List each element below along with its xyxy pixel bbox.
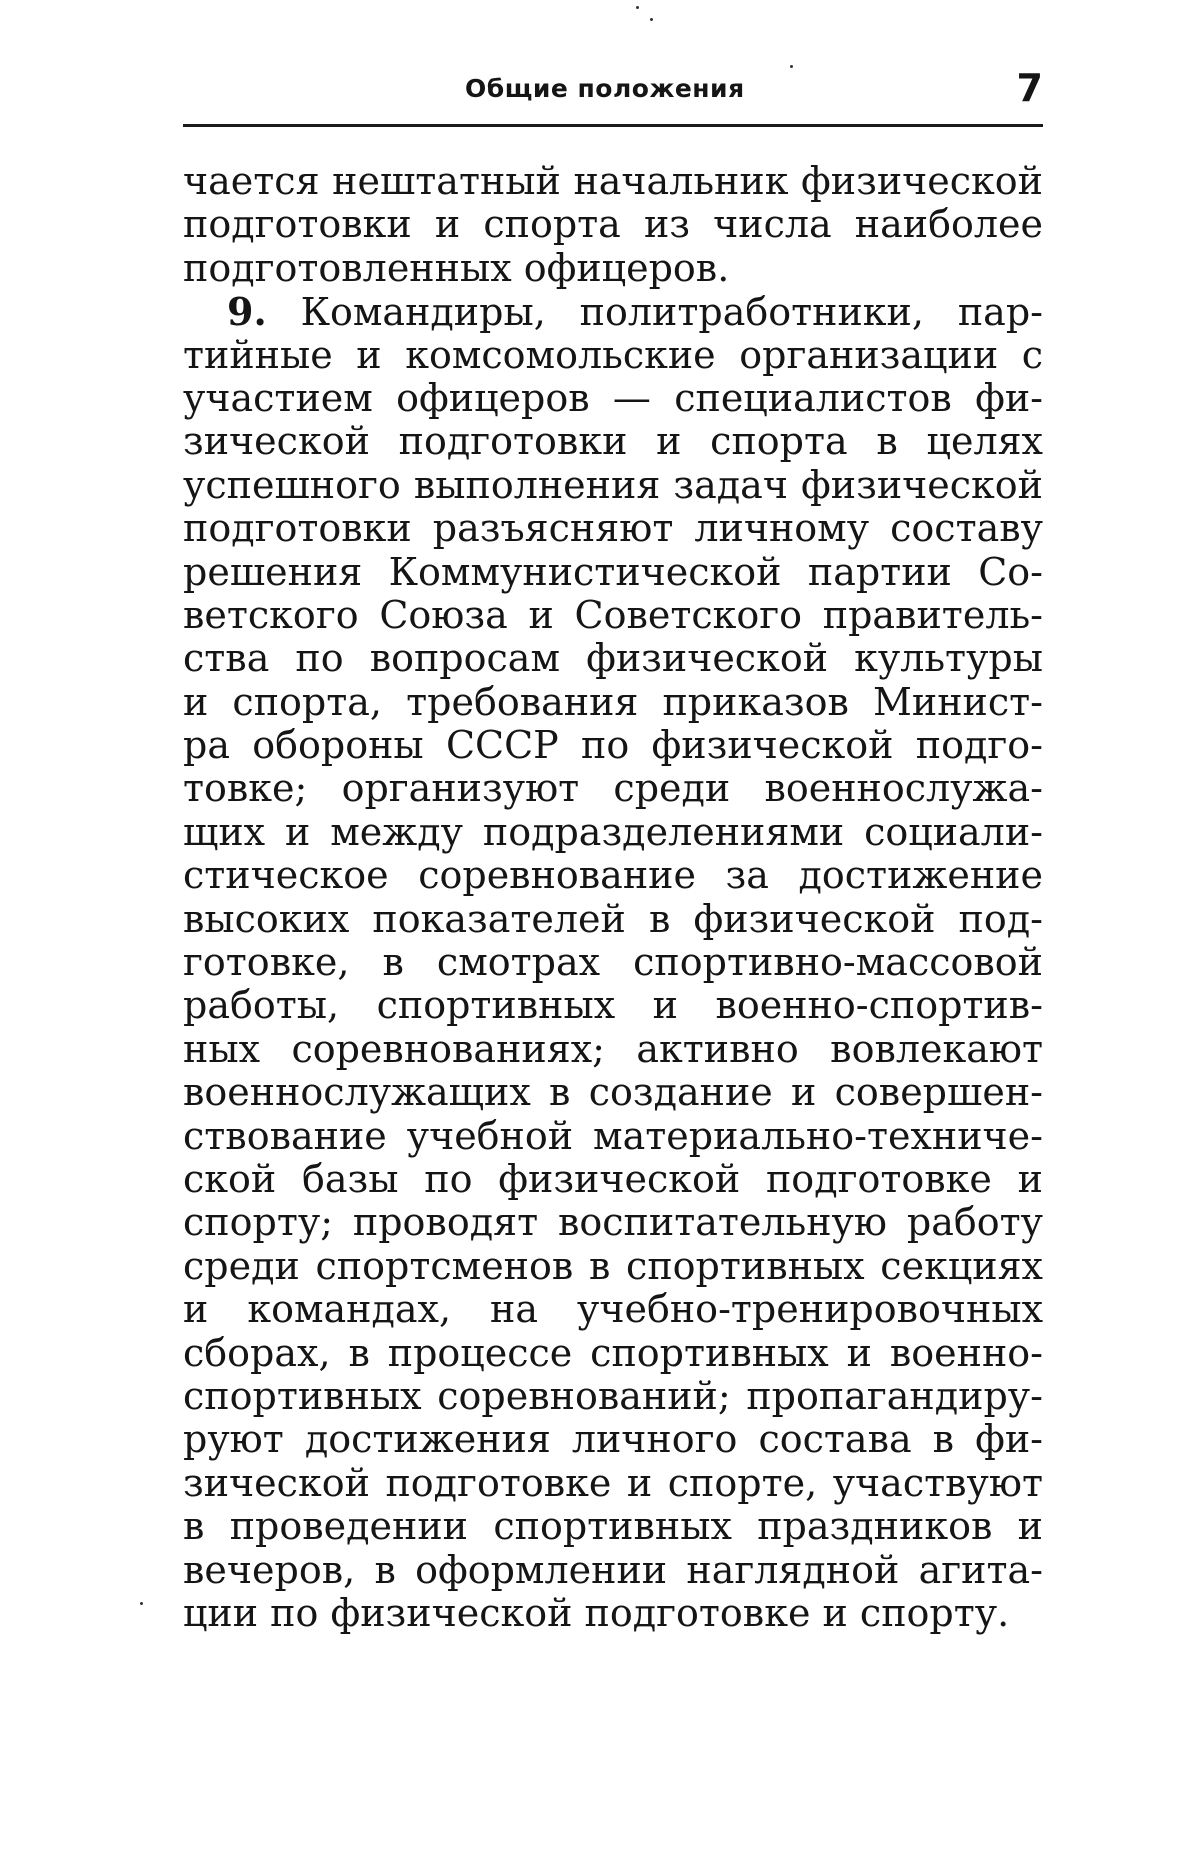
paragraph-first-line — [183, 290, 1043, 333]
text-line: ра обороны СССР по физической подго- — [183, 724, 1043, 768]
text-line: сборах, в процессе спортивных и военно- — [183, 1331, 1043, 1375]
text-line: щих и между подразделениями социали- — [183, 810, 1043, 854]
text-line: ных соревнованиях; активно вовлекают — [183, 1027, 1043, 1071]
text-line: и командах, на учебно-тренировочных — [183, 1288, 1043, 1332]
text-line: чается нештатный начальник физической — [183, 160, 1043, 203]
text-line: зической подготовке и спорте, участвуют — [183, 1461, 1043, 1505]
scan-speck — [636, 6, 639, 9]
text-line: готовке, в смотрах спортивно-массовой — [183, 941, 1043, 985]
scan-speck — [650, 18, 653, 21]
text-line: ской базы по физической подготовке и — [183, 1157, 1043, 1201]
text-line: руют достижения личного состава в фи- — [183, 1418, 1043, 1462]
text-line: подготовленных офицеров. — [183, 246, 730, 290]
scan-speck — [790, 65, 793, 68]
text-line: работы, спортивных и военно-спортив- — [183, 984, 1043, 1028]
text-line: среди спортсменов в спортивных секциях — [183, 1244, 1043, 1288]
page-number: 7 — [1016, 66, 1043, 110]
text-line: решения Коммунистической партии Со- — [183, 550, 1043, 594]
scan-speck — [140, 1602, 143, 1605]
running-header — [183, 66, 1043, 127]
running-title: Общие положения — [465, 74, 745, 103]
text-line: подготовки и спорта из числа наиболее — [183, 203, 1043, 247]
body-text — [183, 160, 1043, 1635]
text-line: ствование учебной материально-техниче- — [183, 1114, 1043, 1158]
text-line: ветского Союза и Советского правитель- — [183, 593, 1043, 637]
text-line: тийные и комсомольские организации с — [183, 333, 1043, 377]
text-line: ции по физической подготовке и спорту. — [183, 1591, 1010, 1635]
text-line: Командиры, политработники, пар- — [300, 290, 1043, 334]
text-line: вечеров, в оформлении наглядной агита- — [183, 1548, 1043, 1592]
text-line: в проведении спортивных праздников и — [183, 1505, 1043, 1549]
text-line: подготовки разъясняют личному составу — [183, 507, 1043, 551]
text-line: успешного выполнения задач физической — [183, 463, 1043, 507]
text-line: участием офицеров — специалистов фи- — [183, 376, 1043, 420]
paragraph-number: 9. — [227, 290, 267, 334]
text-line: спорту; проводят воспитательную работу — [183, 1201, 1043, 1245]
text-line: и спорта, требования приказов Минист- — [183, 680, 1043, 724]
text-line: стическое соревнование за достижение — [183, 854, 1043, 898]
text-line: военнослужащих в создание и совершен- — [183, 1071, 1043, 1115]
text-line: зической подготовки и спорта в целях — [183, 420, 1043, 464]
text-line: товке; организуют среди военнослужа- — [183, 767, 1043, 811]
text-line: спортивных соревнований; пропагандиру- — [183, 1374, 1043, 1418]
text-line: высоких показателей в физической под- — [183, 897, 1043, 941]
text-line: ства по вопросам физической культуры — [183, 637, 1043, 681]
